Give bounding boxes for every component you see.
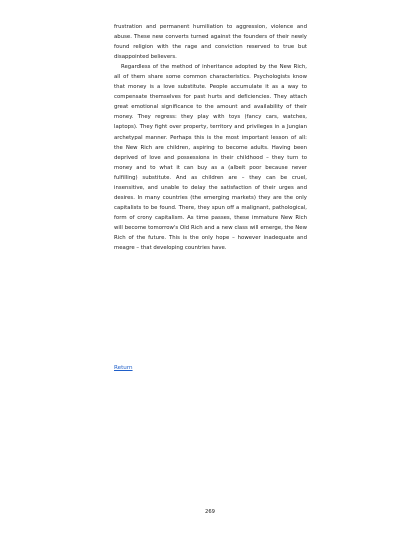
paragraph-continuation: frustration and permanent humiliation to aggression, violence and abuse. These new converts turned against the founders of their newly found religion with the rage and conviction reserved to true but disappointed believers.: [114, 24, 307, 61]
body-text: [114, 22, 307, 253]
return-link[interactable]: Return: [114, 365, 133, 371]
page-number: 269: [205, 509, 215, 515]
paragraph-new-rich: Regardless of the method of inheritance adopted by the New Rich, all of them share some common characteristics. Psychologists know that money is a love substitute. People accumulate it as a way to compensate themselves for past hurts and deficiencies. They attach great emotional significance to the amount and availability of their money. They regress: they play with toys (fancy cars, watches, laptops). They fight over property, territory and privileges in a Jungian archetypal manner. Perhaps this is the most important lesson of all: the New Rich are children, aspiring to become adults. Having been deprived of love and possessions in their childhood – they turn to money and to what it can buy as a (albeit poor because never fulfilling) substitute. And as children are – they can be cruel, insensitive, and unable to delay the satisfaction of their urges and desires. In many countries (the emerging markets) they are the only capitalists to be found. There, they spun off a malignant, pathological, form of crony capitalism. As time passes, these immature New Rich will become tomorrow's Old Rich and a new class will emerge, the New Rich of the future. This is the only hope – however inadequate and meagre – that developing countries have.: [114, 64, 307, 252]
